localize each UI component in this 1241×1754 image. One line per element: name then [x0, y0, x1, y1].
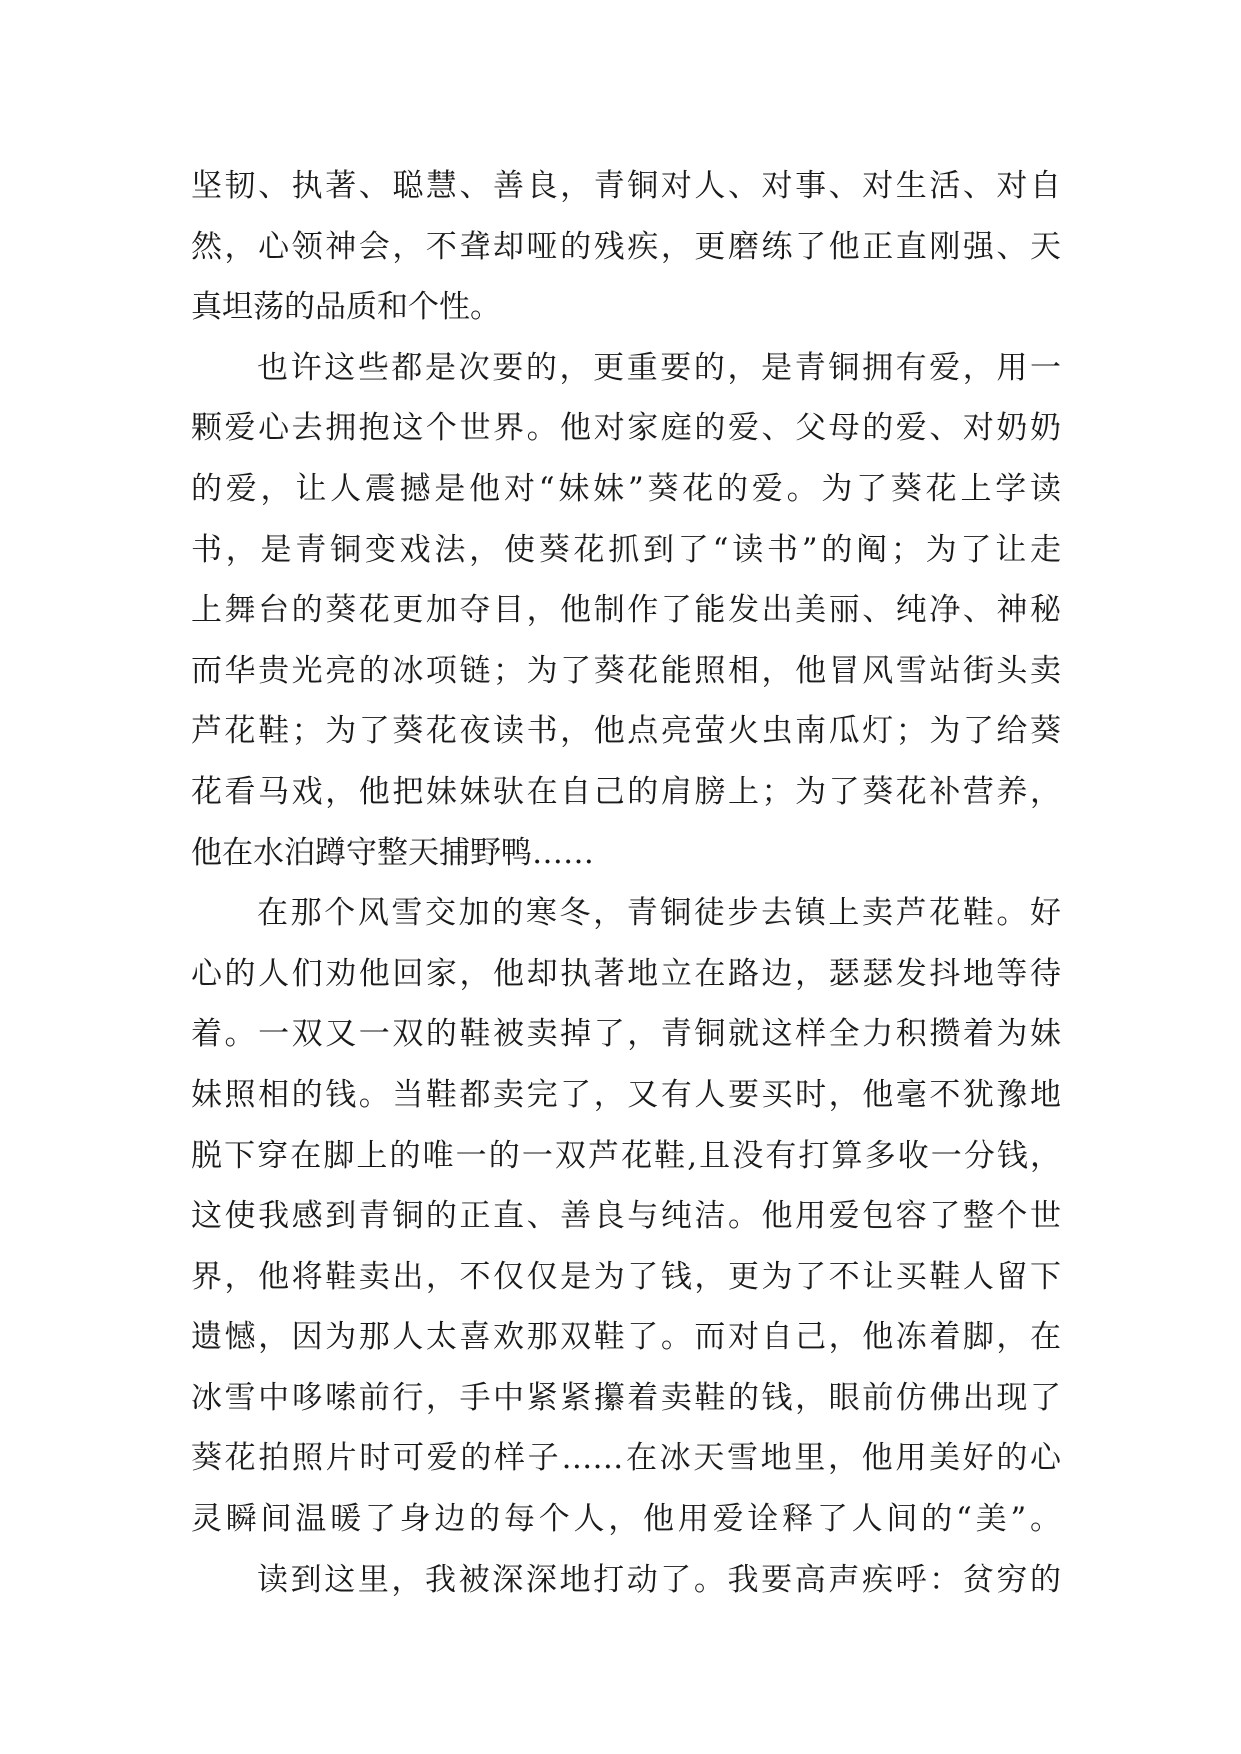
body-text	[191, 156, 1061, 1610]
text-line: 坚韧、执著、聪慧、善良，青铜对人、对事、对生活、对自	[191, 168, 1061, 204]
paragraph-first-line: 也许这些都是次要的，更重要的，是青铜拥有爱，用一	[257, 349, 1061, 386]
text-line: 这使我感到青铜的正直、善良与纯洁。他用爱包容了整个世	[191, 1198, 1061, 1235]
text-line: 妹照相的钱。当鞋都卖完了，又有人要买时，他毫不犹豫地	[191, 1076, 1061, 1113]
text-line: 着。一双又一双的鞋被卖掉了，青铜就这样全力积攒着为妹	[191, 1016, 1061, 1053]
text-line: 然，心领神会，不聋却哑的残疾，更磨练了他正直刚强、天	[191, 228, 1061, 265]
text-line: 灵瞬间温暖了身边的每个人，他用爱诠释了人间的“美”。	[191, 1501, 1061, 1538]
text-line: 花看马戏，他把妹妹驮在自己的肩膀上；为了葵花补营养，	[191, 773, 1061, 810]
text-line: 冰雪中哆嗦前行，手中紧紧攥着卖鞋的钱，眼前仿佛出现了	[191, 1379, 1061, 1416]
text-line: 界，他将鞋卖出，不仅仅是为了钱，更为了不让买鞋人留下	[191, 1258, 1061, 1295]
text-line: 葵花拍照片时可爱的样子……在冰天雪地里，他用美好的心	[191, 1440, 1061, 1477]
text-line: 颗爱心去拥抱这个世界。他对家庭的爱、父母的爱、对奶奶	[191, 410, 1061, 447]
paragraph-first-line: 读到这里，我被深深地打动了。我要高声疾呼：贫穷的	[257, 1561, 1061, 1598]
paragraph-first-line: 在那个风雪交加的寒冬，青铜徒步去镇上卖芦花鞋。好	[257, 895, 1061, 932]
text-line: 芦花鞋；为了葵花夜读书，他点亮萤火虫南瓜灯；为了给葵	[191, 713, 1061, 750]
text-line: 真坦荡的品质和个性。	[191, 289, 501, 326]
text-line: 书，是青铜变戏法，使葵花抓到了“读书”的阄；为了让走	[191, 531, 1061, 568]
text-line: 上舞台的葵花更加夺目，他制作了能发出美丽、纯净、神秘	[191, 592, 1061, 629]
text-line: 而华贵光亮的冰项链；为了葵花能照相，他冒风雪站街头卖	[191, 652, 1061, 689]
text-line: 的爱，让人震撼是他对“妹妹”葵花的爱。为了葵花上学读	[191, 470, 1061, 507]
text-line: 遗憾，因为那人太喜欢那双鞋了。而对自己，他冻着脚，在	[191, 1319, 1061, 1356]
text-line: 心的人们劝他回家，他却执著地立在路边，瑟瑟发抖地等待	[191, 955, 1061, 992]
text-line: 他在水泊蹲守整天捕野鸭……	[191, 834, 594, 871]
text-line: 脱下穿在脚上的唯一的一双芦花鞋,且没有打算多收一分钱，	[191, 1137, 1061, 1174]
